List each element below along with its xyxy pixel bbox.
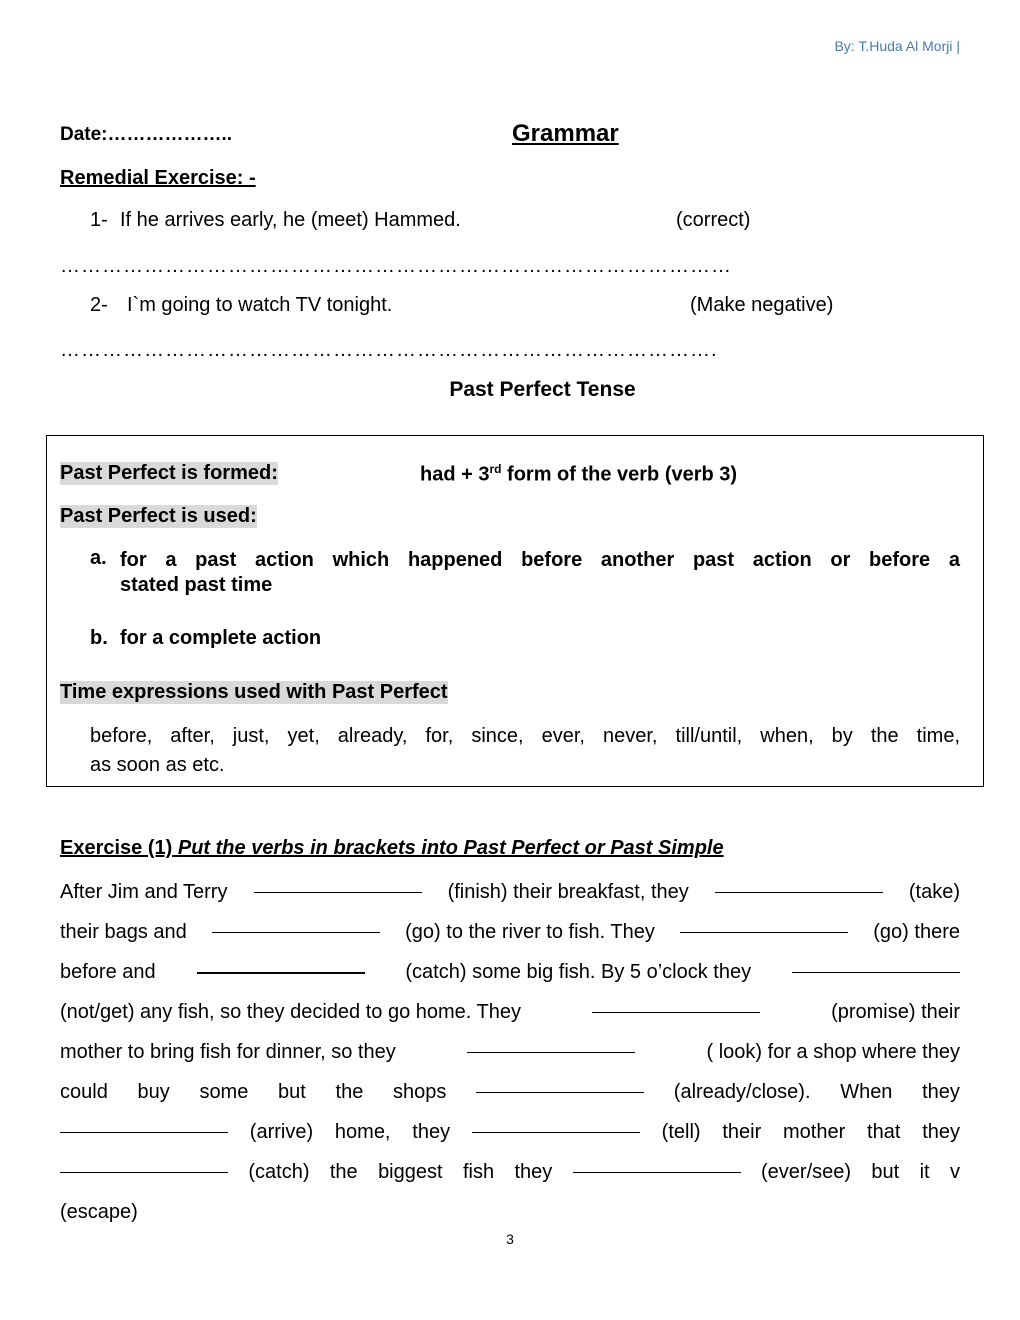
answer-blank[interactable] (197, 952, 365, 974)
text-segment: (escape) (60, 1201, 138, 1223)
formula-start: had + 3 (420, 463, 490, 486)
text-segment: After Jim and Terry (60, 881, 228, 903)
text-segment: they (412, 1121, 451, 1143)
text-segment: their (722, 1121, 762, 1143)
text-segment: they (514, 1161, 553, 1183)
text-segment: that (867, 1121, 901, 1143)
remedial-item-2-number: 2- (90, 294, 108, 316)
text-segment: v (949, 1161, 960, 1183)
text-segment: (already/close). (673, 1081, 811, 1103)
answer-blank[interactable] (680, 912, 848, 933)
page-number: 3 (506, 1231, 514, 1247)
text-segment: (take) (908, 881, 960, 903)
time-expressions-line2: as soon as etc. (90, 754, 225, 776)
text-segment: home, (334, 1121, 391, 1143)
text-segment: (not/get) any fish, so they decided to go home. They (60, 1001, 522, 1023)
text-segment: they (922, 1121, 960, 1143)
remedial-item-2-instruction: (Make negative) (690, 294, 834, 316)
text-segment: (go) there (873, 921, 960, 943)
answer-blank[interactable] (592, 992, 760, 1013)
remedial-item-2-sentence: I`m going to watch TV tonight. (127, 294, 393, 316)
answer-blank[interactable] (573, 1152, 741, 1173)
author-credit: By: T.Huda Al Morji | (834, 38, 960, 54)
answer-blank[interactable] (60, 1112, 228, 1133)
answer-line-2: …………………………………………………………………………………. (60, 339, 718, 361)
text-segment: the (329, 1161, 358, 1183)
answer-blank[interactable] (715, 872, 883, 893)
answer-blank[interactable] (476, 1072, 644, 1093)
exercise-line (60, 912, 960, 952)
text-segment: (catch) some big fish. By 5 o’clock they (405, 961, 752, 983)
exercise-line (60, 1032, 960, 1072)
text-segment: but (278, 1081, 306, 1103)
use-item-b (90, 627, 960, 655)
text-segment: it (919, 1161, 930, 1183)
text-segment: buy (137, 1081, 170, 1103)
formula (420, 462, 737, 487)
answer-blank[interactable] (467, 1032, 635, 1053)
answer-blank[interactable] (254, 872, 422, 893)
exercise-title-plain: Exercise (1) (60, 837, 178, 859)
text-segment: could (60, 1081, 108, 1103)
text-segment: (go) to the river to fish. They (405, 921, 655, 943)
exercise-title (60, 837, 724, 860)
exercise-line (60, 1112, 960, 1152)
exercise-line (60, 872, 960, 912)
text-segment: biggest (378, 1161, 443, 1183)
text-segment: (ever/see) (761, 1161, 852, 1183)
used-label: Past Perfect is used: (60, 505, 257, 527)
use-item-a (90, 547, 960, 603)
answer-blank[interactable] (472, 1112, 640, 1133)
time-expressions-label: Time expressions used with Past Perfect (60, 681, 448, 703)
text-segment: mother to bring fish for dinner, so they (60, 1041, 396, 1063)
exercise-line (60, 992, 960, 1032)
exercise-line (60, 1152, 960, 1192)
text-segment: (catch) (248, 1161, 310, 1183)
use-item-a-line2: stated past time (120, 574, 273, 596)
use-item-b-line1: for a complete action (120, 627, 322, 649)
exercise-line (60, 1192, 960, 1232)
text-segment: (arrive) (249, 1121, 314, 1143)
formed-label: Past Perfect is formed: (60, 462, 278, 484)
text-segment: some (199, 1081, 249, 1103)
text-segment: ( look) for a shop where they (706, 1041, 960, 1063)
exercise-title-instruction: Put the verbs in brackets into Past Perfect or Past Simple (177, 837, 724, 859)
text-segment: their bags and (60, 921, 187, 943)
date-label: Date:……………….. (60, 124, 233, 145)
exercise-line (60, 1072, 960, 1112)
text-segment: the (335, 1081, 364, 1103)
text-segment: (tell) (661, 1121, 701, 1143)
text-segment: before and (60, 961, 156, 983)
text-segment: but (871, 1161, 900, 1183)
text-segment: shops (393, 1081, 447, 1103)
answer-line-1: …………………………………………………………………………………… (60, 255, 732, 277)
remedial-heading: Remedial Exercise: - (60, 167, 256, 189)
formula-superscript: rd (489, 462, 502, 476)
remedial-item-1-sentence: If he arrives early, he (meet) Hammed. (120, 209, 461, 231)
use-item-a-line1: for a past action which happened before another past action or before a (120, 549, 960, 571)
use-item-a-label: a. (90, 547, 107, 569)
use-item-b-label: b. (90, 627, 108, 649)
text-segment: mother (783, 1121, 846, 1143)
exercise-line (60, 952, 960, 992)
remedial-item-1-number: 1- (90, 209, 108, 231)
text-segment: fish (462, 1161, 495, 1183)
time-expressions-line1: before, after, just, yet, already, for, since, ever, never, till/until, when, by the time, (90, 725, 960, 747)
exercise-paragraph (60, 872, 960, 1232)
lesson-title: Past Perfect Tense (449, 378, 636, 401)
text-segment: (promise) their (831, 1001, 960, 1023)
page-title: Grammar (512, 120, 619, 147)
text-segment: (finish) their breakfast, they (447, 881, 689, 903)
text-segment: When (840, 1081, 893, 1103)
answer-blank[interactable] (212, 912, 380, 933)
answer-blank[interactable] (60, 1152, 228, 1173)
text-segment: they (922, 1081, 960, 1103)
remedial-item-1-instruction: (correct) (676, 209, 751, 231)
formula-end: form of the verb (verb 3) (501, 463, 738, 486)
answer-blank[interactable] (792, 952, 960, 973)
